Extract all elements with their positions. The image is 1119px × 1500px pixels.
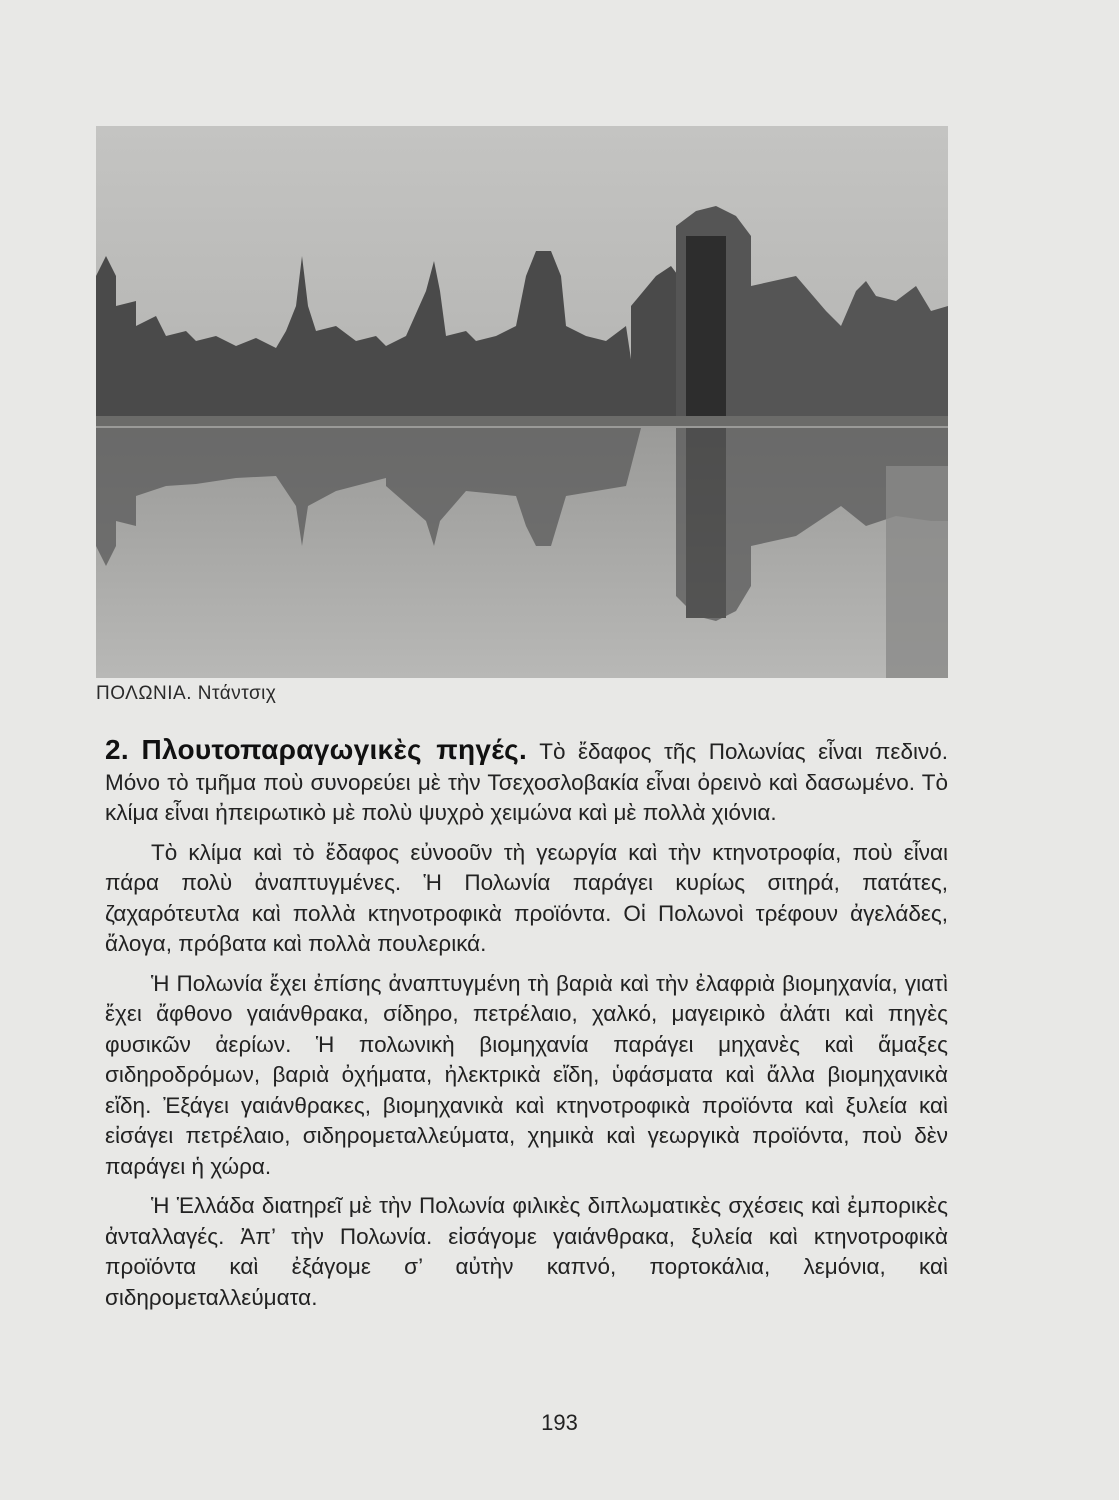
section-heading: Πλουτοπαραγωγικὲς πηγές. (141, 734, 528, 765)
figure-caption: ΠΟΛΩΝΙΑ. Ντάντσιχ (96, 683, 277, 704)
gdansk-photo (96, 126, 948, 678)
paragraph: Ἡ Πολωνία ἔχει ἐπίσης ἀναπτυγμένη τὴ βαριὰ καὶ τὴν ἐλαφριὰ βιομηχανία, γιατὶ ἔχει ἄφθονο γαιάνθρακα, σίδηρο, πετρέλαιο, χαλκό, μαγειρικὸ ἀλάτι καὶ πηγὲς φυσικῶν ἀερίων. Ἡ πολωνικὴ βιομηχανία παράγει μηχανὲς καὶ ἅμαξες σιδηροδρόμων, βαριὰ ὀχήματα, ἠλεκτρικὰ εἴδη, ὑφάσματα καὶ ἄλλα βιομηχανικὰ εἴδη. Ἐξάγει γαιάνθρακες, βιομηχανικὰ καὶ κτηνοτροφικὰ προϊόντα καὶ ξυλεία καὶ εἰσάγει πετρέλαιο, σιδηρομεταλλεύματα, χημικὰ καὶ γεωργικὰ προϊόντα, ποὺ δὲν παράγει ἡ χώρα. (105, 970, 948, 1179)
paragraph: Τὸ κλίμα καὶ τὸ ἔδαφος εὐνοοῦν τὴ γεωργία καὶ τὴν κτηνοτροφία, ποὺ εἶναι πάρα πολὺ ἀναπτυγμένες. Ἡ Πολωνία παράγει κυρίως σιτηρά, πατάτες, ζαχαρότευτλα καὶ πολλὰ κτηνοτροφικὰ προϊόντα. Οἱ Πολωνοὶ τρέφουν ἀγελάδες, ἄλογα, πρόβατα καὶ πολλὰ πουλερικά. (105, 839, 948, 956)
section-number: 2. (105, 734, 129, 765)
page-number: 193 (541, 1410, 578, 1435)
section-intro: Τὸ ἔδαφος τῆς Πολωνίας εἶναι πεδινό. Μόνο τὸ τμῆμα ποὺ συνορεύει μὲ τὴν Τσεχοσλοβακία εἶναι ὀρεινὸ καὶ δασωμένο. Τὸ κλίμα εἶναι ἠπειρωτικὸ μὲ πολὺ ψυχρὸ χειμώνα καὶ μὲ πολλὰ χιόνια. (105, 739, 948, 825)
paragraph: Ἡ Ἑλλάδα διατηρεῖ μὲ τὴν Πολωνία φιλικὲς διπλωματικὲς σχέσεις καὶ ἐμπορικὲς ἀνταλλαγές. Ἀπ’ τὴν Πολωνία. εἰσάγομε γαιάνθρακα, ξυλεία καὶ κτηνοτροφικὰ προϊόντα καὶ ἐξάγομε σ’ αὐτὴν καπνό, πορτοκάλια, λεμόνια, καὶ σιδηρομεταλλεύματα. (105, 1193, 948, 1310)
section-intro-paragraph (105, 735, 948, 829)
photo-illustration (96, 126, 948, 678)
section-text (105, 735, 948, 1322)
